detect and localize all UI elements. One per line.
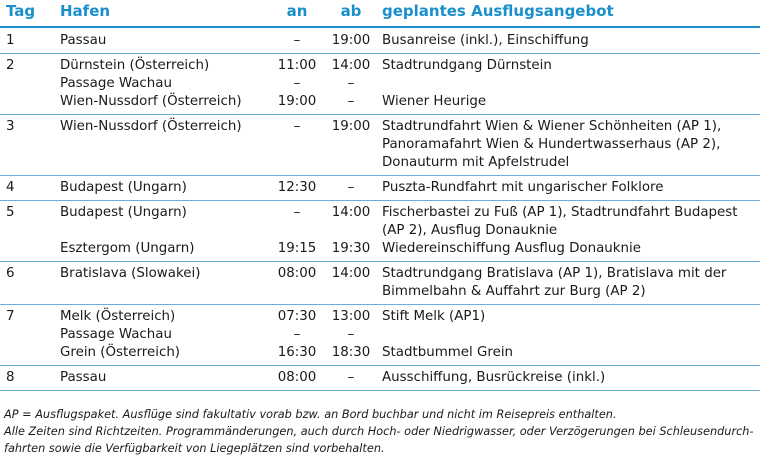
cell-program: Panoramafahrt Wien & Hundertwasserhaus (AP 2), (382, 137, 721, 152)
cell-program: Stadtrundfahrt Wien & Wiener Schönheiten (AP 1), (382, 119, 722, 134)
cell-program: Stadtbummel Grein (382, 345, 514, 360)
table-row (0, 53, 760, 115)
cell-departure: 19:00 (331, 119, 371, 134)
cell-port: Passau (60, 33, 107, 48)
cell-port: Budapest (Ungarn) (60, 180, 187, 195)
table-row (0, 114, 760, 176)
row-line (0, 93, 760, 111)
cell-port: Passage Wachau (60, 327, 172, 342)
cell-arrival: 16:30 (277, 345, 317, 360)
cell-day: 7 (6, 309, 15, 324)
row-line (0, 344, 760, 362)
cell-departure: 13:00 (331, 309, 371, 324)
row-line (0, 179, 760, 197)
row-line (0, 240, 760, 258)
footnote-line: Alle Zeiten sind Richtzeiten. Programmänderungen, auch durch Hoch- oder Niedrigwasser, oder Verzögerungen bei Schleusendurch- (4, 425, 754, 438)
row-line (0, 32, 760, 50)
cell-departure: – (347, 180, 355, 195)
cell-arrival: 08:00 (277, 370, 317, 385)
cell-program: Fischerbastei zu Fuß (AP 1), Stadtrundfahrt Budapest (382, 205, 738, 220)
cell-port: Wien-Nussdorf (Österreich) (60, 119, 242, 134)
cell-day: 1 (6, 33, 15, 48)
table-row (0, 304, 760, 366)
cell-departure: – (347, 94, 355, 109)
table-row (0, 200, 760, 262)
cell-program: Bimmelbahn & Auffahrt zur Burg (AP 2) (382, 284, 646, 299)
table-header (0, 0, 760, 28)
row-line (0, 118, 760, 136)
cell-arrival: 07:30 (277, 309, 317, 324)
cell-port: Passage Wachau (60, 76, 172, 91)
row-line (0, 57, 760, 75)
row-line (0, 369, 760, 387)
cell-departure: – (347, 327, 355, 342)
cell-day: 5 (6, 205, 15, 220)
row-line (0, 204, 760, 222)
row-line (0, 326, 760, 344)
header-departure: ab (340, 2, 362, 20)
cell-arrival: – (293, 205, 301, 220)
cell-departure: – (347, 370, 355, 385)
row-line (0, 283, 760, 301)
cell-departure: 14:00 (331, 205, 371, 220)
table-row (0, 365, 760, 391)
row-line (0, 154, 760, 172)
header-program: geplantes Ausflugsangebot (382, 2, 614, 20)
cell-departure: 19:00 (331, 33, 371, 48)
cell-arrival: 08:00 (277, 266, 317, 281)
table-row (0, 175, 760, 201)
cell-port: Dürnstein (Österreich) (60, 58, 210, 73)
cell-arrival: 12:30 (277, 180, 317, 195)
cell-program: Stadtrundgang Dürnstein (382, 58, 552, 73)
cell-arrival: – (293, 33, 301, 48)
cell-program: Wiedereinschiffung Ausflug Donauknie (382, 241, 641, 256)
header-day: Tag (6, 2, 36, 20)
cell-arrival: 11:00 (277, 58, 317, 73)
table-row (0, 28, 760, 54)
cell-departure: 18:30 (331, 345, 371, 360)
row-line (0, 75, 760, 93)
table-row (0, 261, 760, 305)
cell-program: Ausschiffung, Busrückreise (inkl.) (382, 370, 606, 385)
cell-port: Passau (60, 370, 107, 385)
cell-departure: – (347, 76, 355, 91)
cell-arrival: 19:15 (277, 241, 317, 256)
row-line (0, 308, 760, 326)
cell-program: Donauturm mit Apfelstrudel (382, 155, 570, 170)
cell-program: Stift Melk (AP1) (382, 309, 486, 324)
cell-port: Budapest (Ungarn) (60, 205, 187, 220)
cell-arrival: 19:00 (277, 94, 317, 109)
cell-arrival: – (293, 119, 301, 134)
cell-day: 3 (6, 119, 15, 134)
row-line (0, 136, 760, 154)
row-line (0, 222, 760, 240)
cell-arrival: – (293, 327, 301, 342)
cell-day: 2 (6, 58, 15, 73)
footnote-line: AP = Ausflugspaket. Ausflüge sind fakultativ vorab bzw. an Bord buchbar und nicht im Reisepreis enthalten. (4, 408, 617, 421)
cell-port: Bratislava (Slowakei) (60, 266, 201, 281)
cell-port: Esztergom (Ungarn) (60, 241, 195, 256)
cell-day: 4 (6, 180, 15, 195)
cell-arrival: – (293, 76, 301, 91)
cell-port: Wien-Nussdorf (Österreich) (60, 94, 242, 109)
cell-port: Grein (Österreich) (60, 345, 181, 360)
cell-program: Busanreise (inkl.), Einschiffung (382, 33, 589, 48)
cell-departure: 14:00 (331, 58, 371, 73)
cell-departure: 19:30 (331, 241, 371, 256)
cell-day: 6 (6, 266, 15, 281)
cell-program: (AP 2), Ausflug Donauknie (382, 223, 558, 238)
cell-program: Wiener Heurige (382, 94, 487, 109)
cell-program: Stadtrundgang Bratislava (AP 1), Bratislava mit der (382, 266, 727, 281)
header-arrival: an (286, 2, 308, 20)
footnotes (4, 406, 756, 457)
cell-departure: 14:00 (331, 266, 371, 281)
header-port: Hafen (60, 2, 111, 20)
footnote-line: fahrten sowie die Verfügbarkeit von Liegeplätzen sind vorbehalten. (4, 442, 385, 455)
row-line (0, 265, 760, 283)
cell-day: 8 (6, 370, 15, 385)
cell-port: Melk (Österreich) (60, 309, 176, 324)
cell-program: Puszta-Rundfahrt mit ungarischer Folklore (382, 180, 664, 195)
